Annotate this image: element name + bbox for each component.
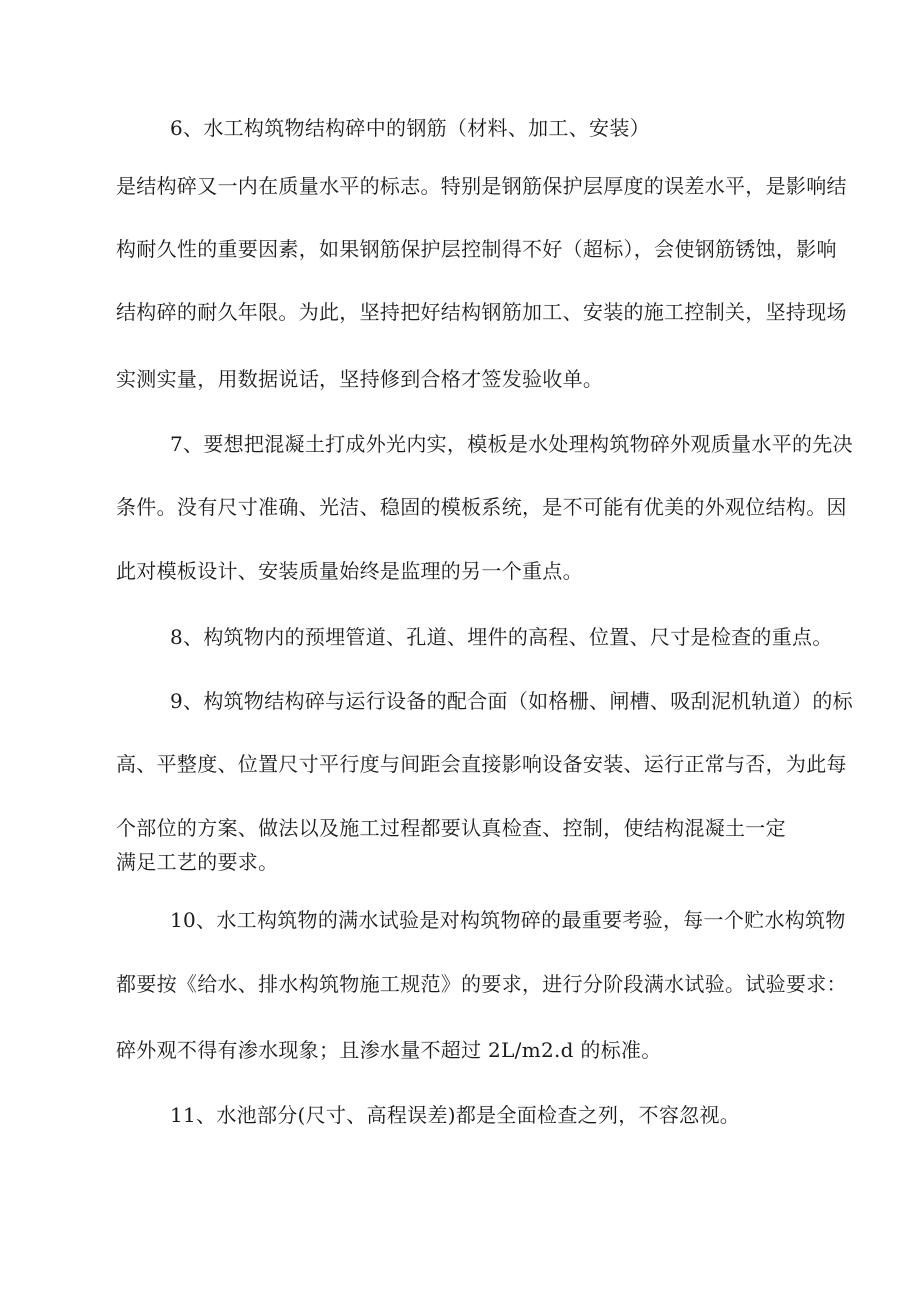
paragraph-10-line-3: 碎外观不得有渗水现象；且渗水量不超过 2L∕m2.d 的标准。 xyxy=(116,1038,662,1062)
paragraph-6-line-3: 构耐久性的重要因素，如果钢筋保护层控制得不好（超标），会使钢筋锈蚀，影响 xyxy=(116,237,837,261)
paragraph-6-line-5: 实测实量，用数据说话，坚持修到合格才签发验收单。 xyxy=(116,367,604,391)
paragraph-8-line-1: 8、构筑物内的预埋管道、孔道、埋件的高程、位置、尺寸是检查的重点。 xyxy=(170,625,833,649)
paragraph-7-line-1: 7、要想把混凝土打成外光内实，模板是水处理构筑物碎外观质量水平的先决 xyxy=(170,432,853,456)
paragraph-9-line-3: 个部位的方案、做法以及施工过程都要认真检查、控制，使结构混凝土一定 xyxy=(116,816,786,840)
paragraph-9-line-2: 高、平整度、位置尺寸平行度与间距会直接影响设备安装、运行正常与否，为此每 xyxy=(116,752,847,776)
paragraph-7-line-3: 此对模板设计、安装质量始终是监理的另一个重点。 xyxy=(116,559,583,583)
paragraph-9-line-1: 9、构筑物结构碎与运行设备的配合面（如格栅、闸槽、吸刮泥机轨道）的标 xyxy=(170,689,853,713)
paragraph-10-line-1: 10、水工构筑物的满水试验是对构筑物碎的最重要考验，每一个贮水构筑物 xyxy=(170,908,846,932)
paragraph-10-line-2: 都要按《给水、排水构筑物施工规范》的要求，进行分阶段满水试验。试验要求： xyxy=(116,972,847,996)
paragraph-6-line-4: 结构碎的耐久年限。为此，坚持把好结构钢筋加工、安装的施工控制关，坚持现场 xyxy=(116,300,847,324)
paragraph-6-line-1: 6、水工构筑物结构碎中的钢筋（材料、加工、安装） xyxy=(170,116,650,140)
paragraph-6-line-2: 是结构碎又一内在质量水平的标志。特别是钢筋保护层厚度的误差水平，是影响结 xyxy=(116,174,847,198)
paragraph-7-line-2: 条件。没有尺寸准确、光洁、稳固的模板系统，是不可能有优美的外观位结构。因 xyxy=(116,495,847,519)
paragraph-11-line-1: 11、水池部分(尺寸、高程误差)都是全面检查之列，不容忽视。 xyxy=(170,1103,741,1127)
paragraph-9-line-4: 满足工艺的要求。 xyxy=(116,850,279,874)
